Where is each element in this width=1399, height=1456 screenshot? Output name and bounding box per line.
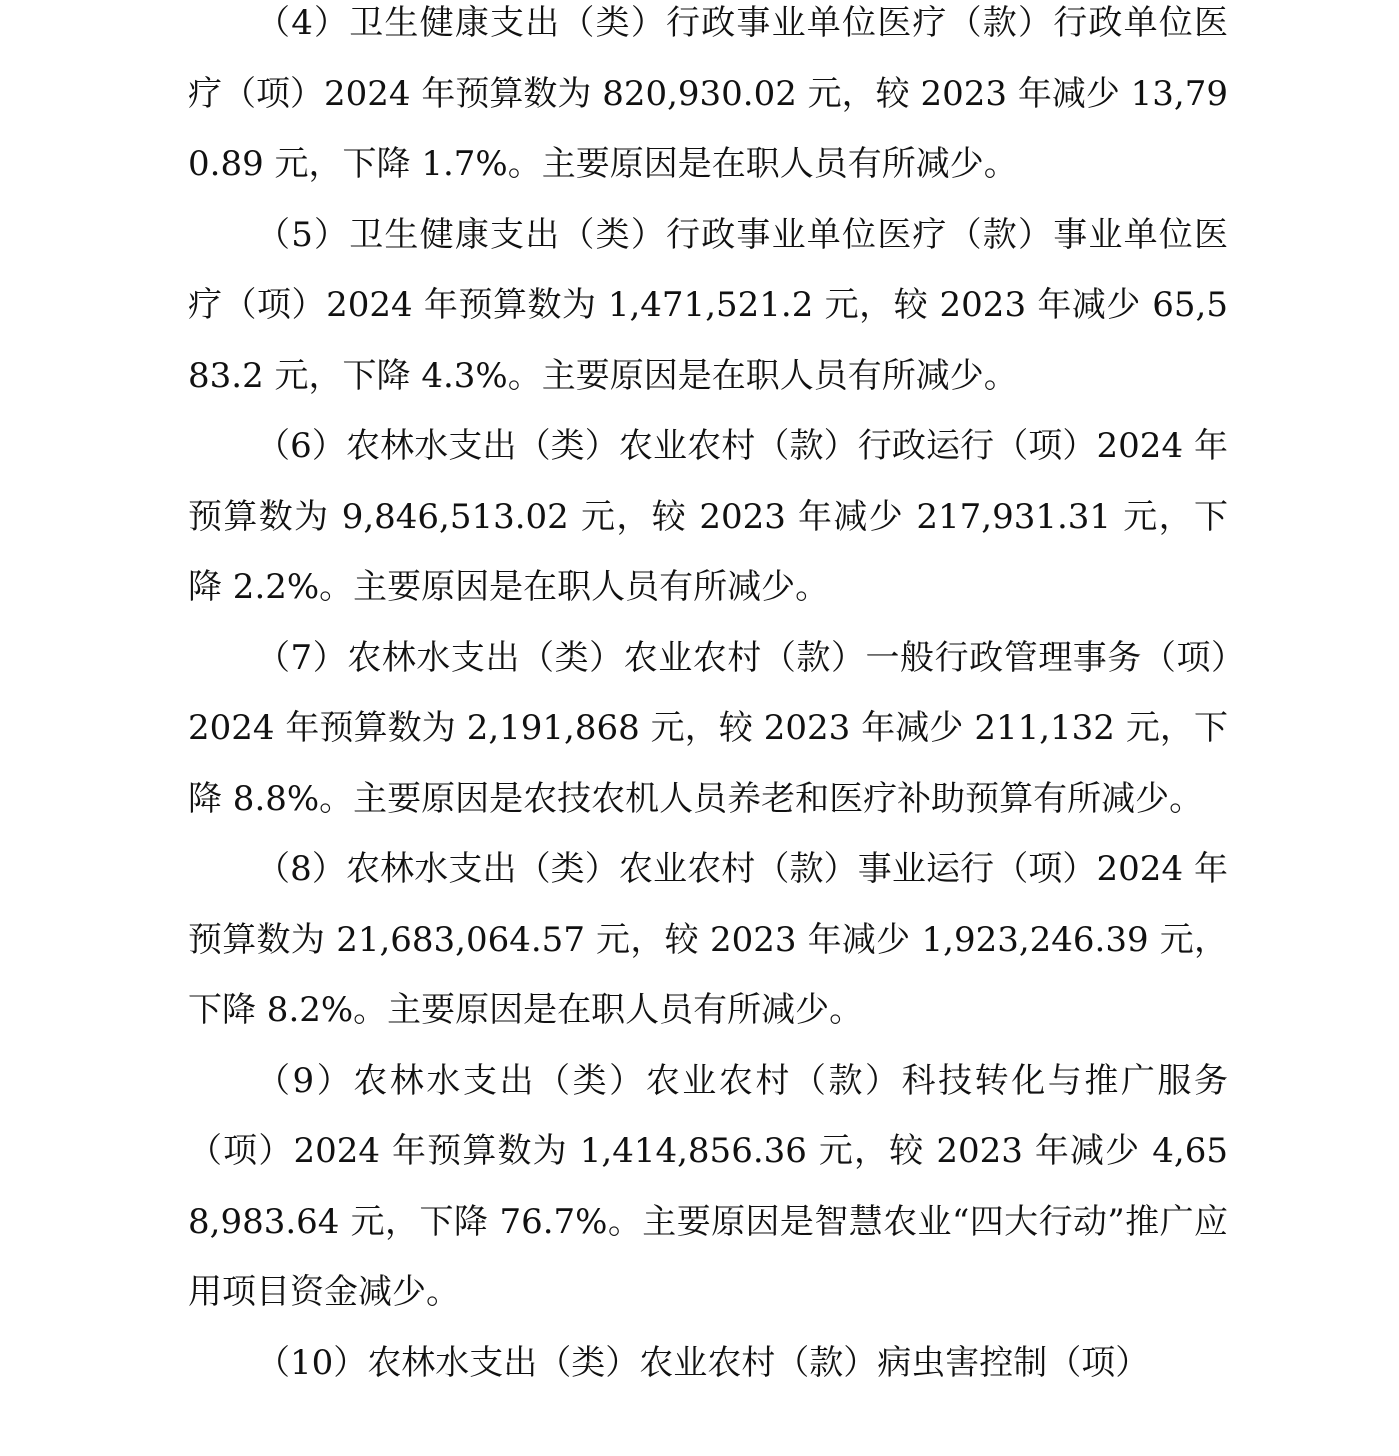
paragraph-item-5: （5）卫生健康支出（类）行政事业单位医疗（款）事业单位医疗（项）2024 年预算数为 1,471,521.2 元，较 2023 年减少 65,583.2 元，下降 4.3%。主要原因是在职人员有所减少。 (188, 214, 1228, 396)
paragraph-item-4: （4）卫生健康支出（类）行政事业单位医疗（款）行政单位医疗（项）2024 年预算数为 820,930.02 元，较 2023 年减少 13,790.89 元，下降 1.7%。主要原因是在职人员有所减少。 (188, 3, 1228, 184)
paragraph-item-10: （10）农林水支出（类）农业农村（款）病虫害控制（项） (256, 1342, 1150, 1383)
paragraph-item-7: （7）农林水支出（类）农业农村（款）一般行政管理事务（项）2024 年预算数为 2,191,868 元，较 2023 年减少 211,132 元，下降 8.8%。主要原因是农技农机人员养老和医疗补助预算有所减少。 (188, 637, 1228, 819)
paragraph-item-6: （6）农林水支出（类）农业农村（款）行政运行（项）2024 年预算数为 9,846,513.02 元，较 2023 年减少 217,931.31 元，下降 2.2%。主要原因是在职人员有所减少。 (188, 426, 1228, 607)
paragraph-item-8: （8）农林水支出（类）农业农村（款）事业运行（项）2024 年预算数为 21,683,064.57 元，较 2023 年减少 1,923,246.39 元，下降 8.2%。主要原因是在职人员有所减少。 (188, 849, 1228, 1030)
document-body (188, 0, 1228, 1398)
paragraph-item-9: （9）农林水支出（类）农业农村（款）科技转化与推广服务（项）2024 年预算数为 1,414,856.36 元，较 2023 年减少 4,658,983.64 元，下降 76.7%。主要原因是智慧农业“四大行动”推广应用项目资金减少。 (188, 1060, 1228, 1312)
